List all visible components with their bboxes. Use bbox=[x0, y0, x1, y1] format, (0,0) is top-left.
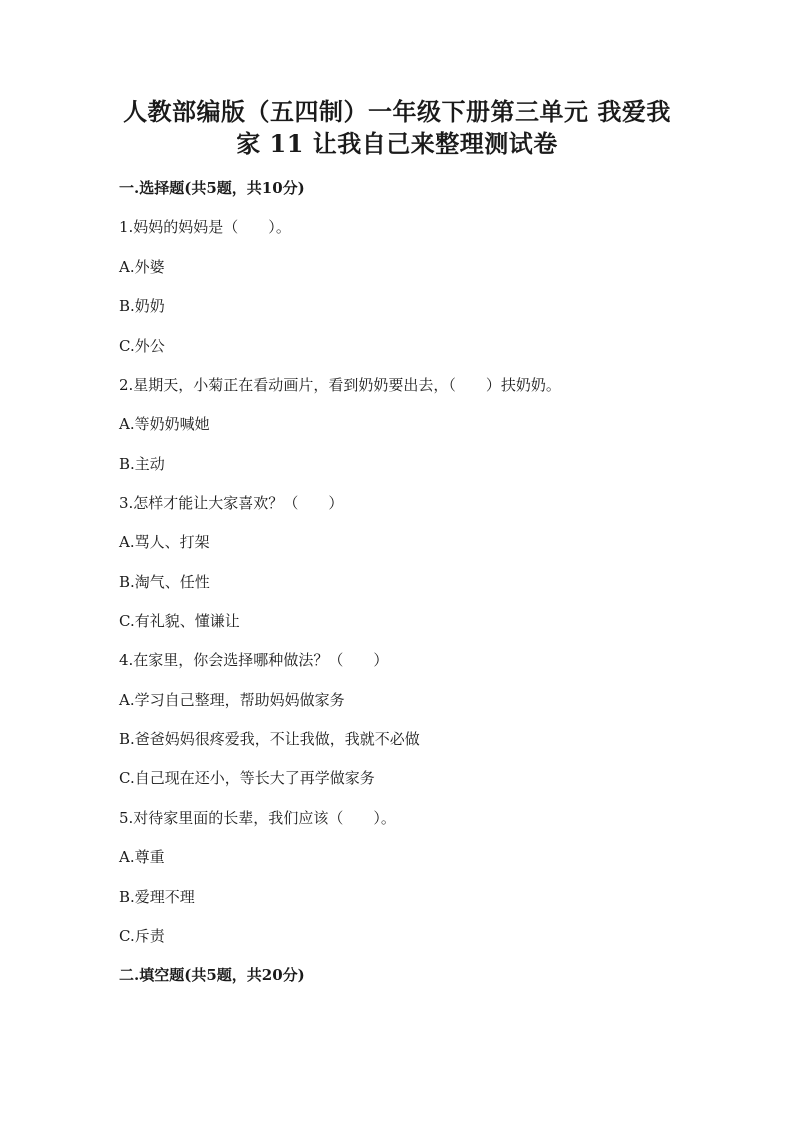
question-3-stem: 3.怎样才能让大家喜欢？（ ） bbox=[119, 494, 344, 512]
document-title-line2: 家 11 让我自己来整理测试卷 bbox=[236, 129, 558, 158]
question-1-option-b: B.奶奶 bbox=[119, 297, 165, 315]
question-3-option-b: B.淘气、任性 bbox=[119, 573, 210, 591]
section-heading-choice: 一.选择题(共5题，共10分) bbox=[119, 179, 305, 197]
section-heading-fill-in: 二.填空题(共5题，共20分) bbox=[119, 966, 305, 984]
question-5-option-b: B.爱理不理 bbox=[119, 888, 195, 906]
question-4-option-c: C.自己现在还小，等长大了再学做家务 bbox=[119, 769, 375, 787]
question-3-option-a: A.骂人、打架 bbox=[119, 533, 210, 551]
question-2-stem: 2.星期天，小菊正在看动画片，看到奶奶要出去，（ ）扶奶奶。 bbox=[119, 376, 561, 394]
question-4-option-b: B.爸爸妈妈很疼爱我，不让我做，我就不必做 bbox=[119, 730, 420, 748]
question-1-option-c: C.外公 bbox=[119, 337, 165, 355]
question-1-option-a: A.外婆 bbox=[119, 258, 165, 276]
question-5-option-a: A.尊重 bbox=[119, 848, 165, 866]
document-title-line1: 人教部编版（五四制）一年级下册第三单元 我爱我 bbox=[123, 97, 671, 126]
question-5-stem: 5.对待家里面的长辈，我们应该（ ）。 bbox=[119, 809, 396, 827]
question-1-stem: 1.妈妈的妈妈是（ ）。 bbox=[119, 218, 291, 236]
question-4-option-a: A.学习自己整理，帮助妈妈做家务 bbox=[119, 691, 345, 709]
question-4-stem: 4.在家里，你会选择哪种做法？（ ） bbox=[119, 651, 389, 669]
question-2-option-a: A.等奶奶喊她 bbox=[119, 415, 210, 433]
question-2-option-b: B.主动 bbox=[119, 455, 165, 473]
question-3-option-c: C.有礼貌、懂谦让 bbox=[119, 612, 240, 630]
question-5-option-c: C.斥责 bbox=[119, 927, 165, 945]
